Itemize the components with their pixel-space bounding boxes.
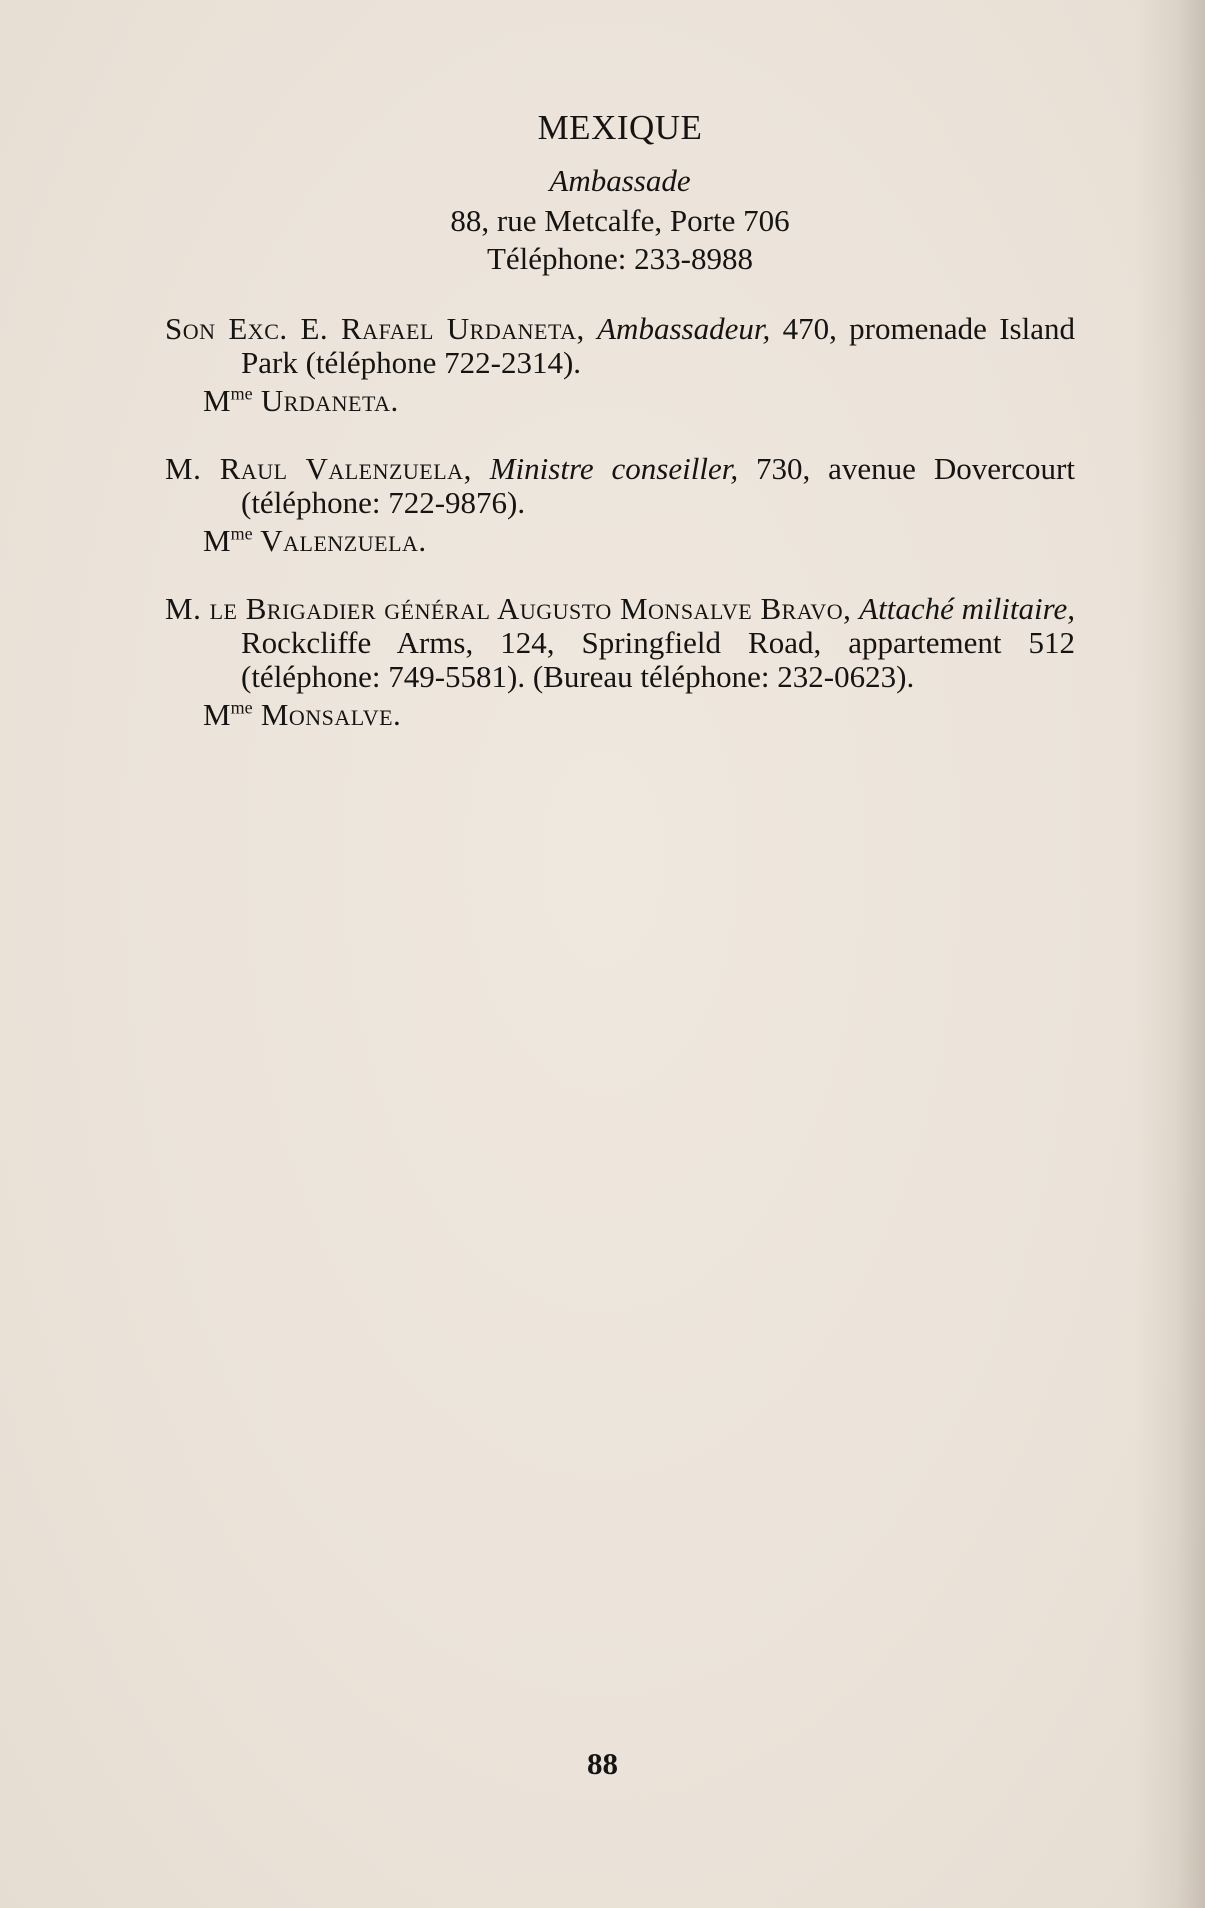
spouse-sup: me <box>230 697 253 718</box>
country-heading: MEXIQUE <box>537 108 703 147</box>
page-number: 88 <box>587 1746 618 1781</box>
spouse-line <box>165 698 1075 732</box>
person-name: M. le Brigadier général Augusto Monsalve Bravo, <box>165 591 852 626</box>
person-title: Ambassadeur, <box>597 311 771 346</box>
spouse-line <box>165 524 1075 558</box>
page-edge-shadow <box>1135 0 1205 1908</box>
spouse-prefix: M <box>203 697 231 732</box>
embassy-address: 88, rue Metcalfe, Porte 706 <box>450 203 790 238</box>
spouse-prefix: M <box>203 523 231 558</box>
entry-text <box>165 452 1075 520</box>
person-title: Ministre conseiller, <box>489 451 739 486</box>
spouse-sup: me <box>230 383 253 404</box>
spouse-line <box>165 384 1075 418</box>
embassy-telephone: Téléphone: 233-8988 <box>486 241 753 276</box>
entry-text <box>165 312 1075 380</box>
entry-minister <box>165 452 1075 558</box>
spouse-name: Valenzuela. <box>252 523 427 558</box>
spouse-name: Urdaneta. <box>252 383 399 418</box>
entry-military-attache <box>165 592 1075 732</box>
entry-text <box>165 592 1075 694</box>
person-details: 730, avenue Dovercourt (téléphone: 722-9876). <box>241 451 1075 520</box>
person-name: Son Exc. E. Rafael Urdaneta, <box>165 311 585 346</box>
spouse-prefix: M <box>203 383 231 418</box>
entry-ambassador <box>165 312 1075 418</box>
person-details: 470, promenade Island Park (téléphone 722-2314). <box>241 311 1075 380</box>
person-name: M. Raul Valenzuela, <box>165 451 472 486</box>
person-title: Attaché militaire, <box>859 591 1075 626</box>
directory-page <box>165 108 1075 732</box>
person-details: Rockcliffe Arms, 124, Springfield Road, appartement 512 (téléphone: 749-5581). (Bureau téléphone: 232-0623). <box>241 625 1075 694</box>
spouse-name: Monsalve. <box>252 697 402 732</box>
spouse-sup: me <box>230 523 253 544</box>
office-type: Ambassade <box>549 163 691 198</box>
